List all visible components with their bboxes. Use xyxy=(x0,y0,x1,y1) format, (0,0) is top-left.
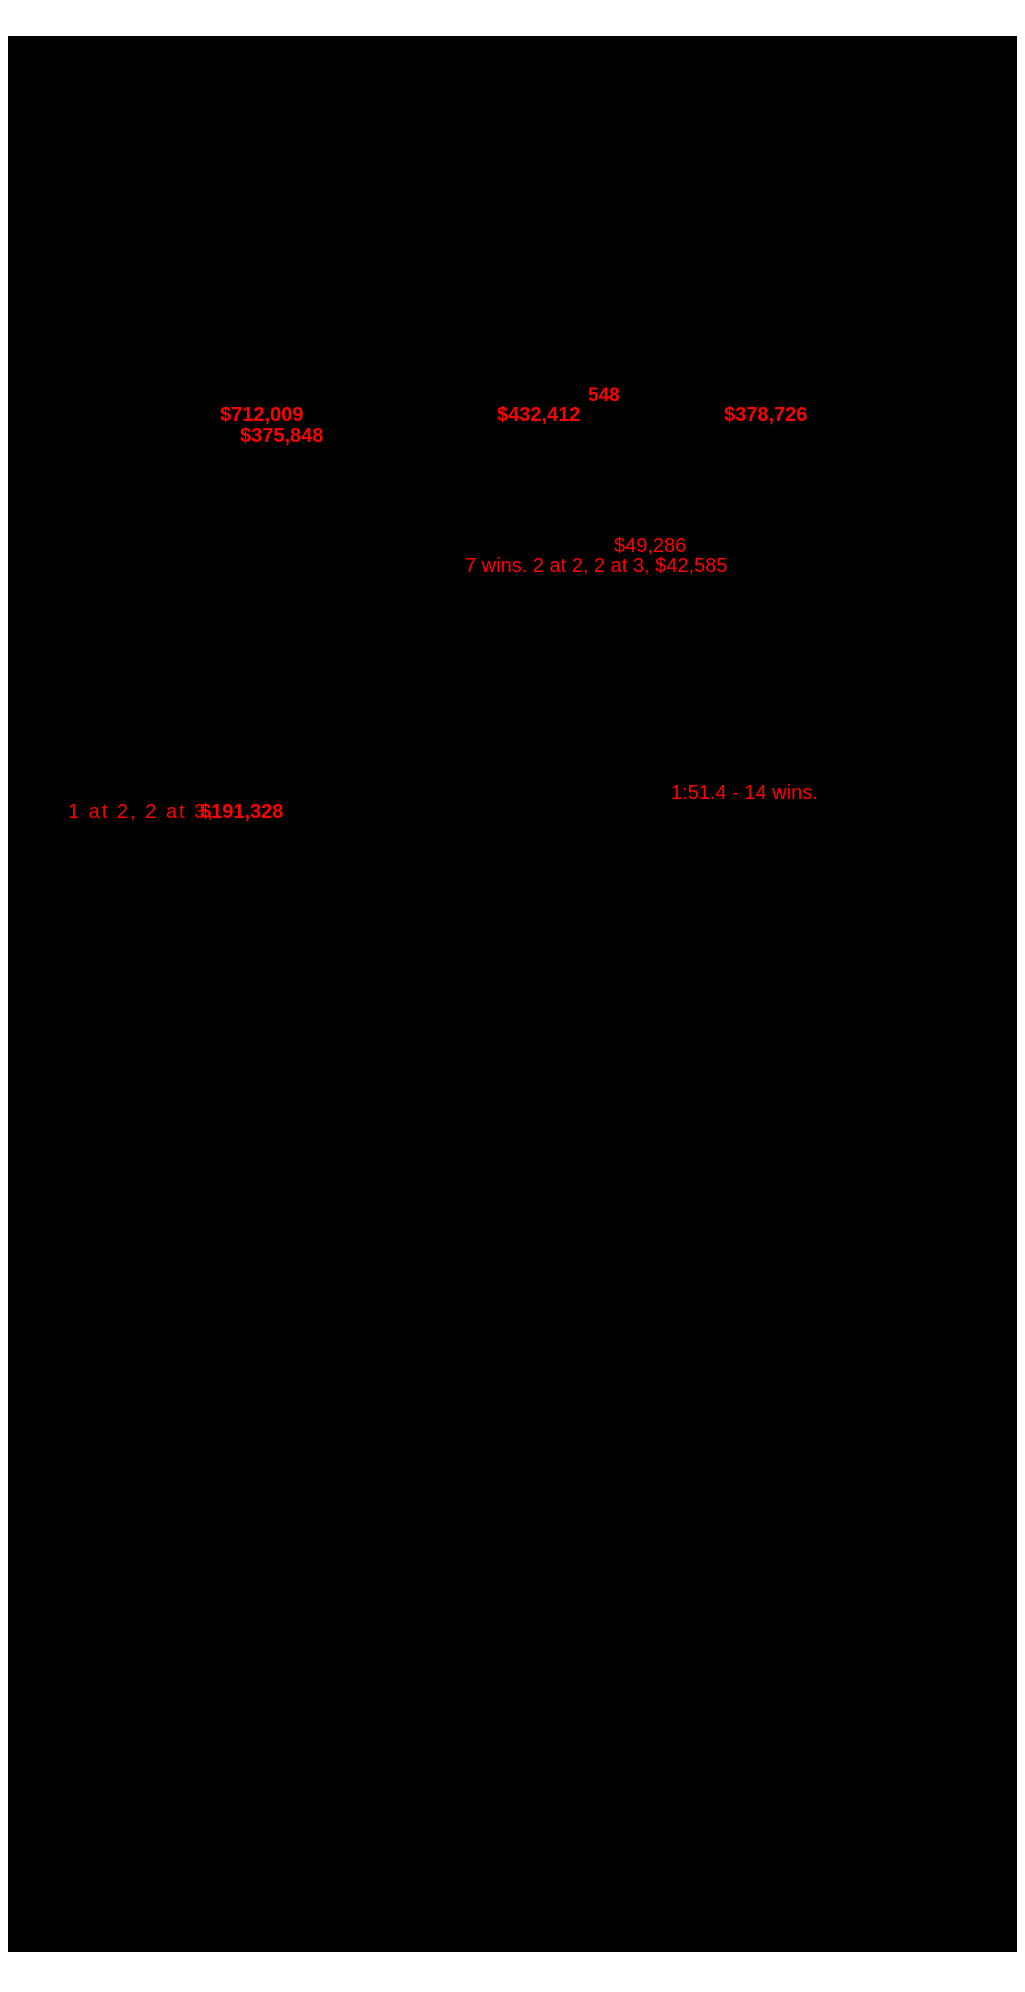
annotation-earnings-375848: $375,848 xyxy=(240,425,324,447)
annotation-earnings-191328: $191,328 xyxy=(200,801,284,823)
annotation-record-1-at-2: 1 at 2, 2 at 3, xyxy=(68,801,215,823)
annotation-record-time-wins: 1:51.4 - 14 wins. xyxy=(671,782,818,804)
annotation-earnings-49286: $49,286 xyxy=(614,535,687,557)
annotation-record-7-wins: 7 wins. 2 at 2, 2 at 3, $42,585 xyxy=(465,555,728,577)
annotation-earnings-378726: $378,726 xyxy=(724,404,808,426)
annotation-earnings-712009: $712,009 xyxy=(220,404,304,426)
annotation-count-548: 548 xyxy=(588,385,620,406)
annotation-earnings-432412: $432,412 xyxy=(497,404,581,426)
document-page xyxy=(8,36,1017,1952)
